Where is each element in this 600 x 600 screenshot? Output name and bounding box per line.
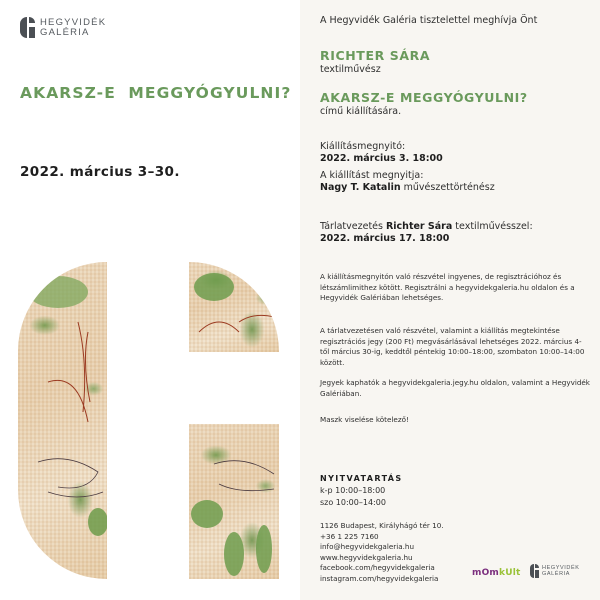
gallery-logo-small (530, 564, 580, 578)
momkult-part-2: kUlt (499, 568, 521, 578)
hours-weekdays: k-p 10:00–18:00 (320, 486, 386, 495)
tour-datetime: 2022. március 17. 18:00 (320, 233, 450, 244)
tour-label-pre: Tárlatvezetés (320, 221, 386, 232)
exhibition-title-right: AKARSZ-E MEGGYÓGYULNI? (320, 90, 528, 105)
website-link[interactable]: www.hegyvidekgaleria.hu (320, 552, 413, 562)
hours-saturday: szo 10:00–14:00 (320, 498, 386, 507)
artist-role: textilművész (320, 64, 381, 75)
invitation-line: A Hegyvidék Galéria tisztelettel meghívja Önt (320, 15, 538, 26)
momkult-part-1: mOm (472, 568, 500, 578)
phone: +36 1 225 7160 (320, 531, 379, 541)
facebook-link[interactable]: facebook.com/hegyvidekgaleria (320, 563, 435, 572)
tour-label-post: textilművésszel: (452, 221, 533, 232)
exhibition-dates: 2022. március 3–30. (20, 164, 180, 180)
exhibition-subtitle: című kiállítására. (320, 106, 402, 117)
artwork-quarter-circle (189, 262, 279, 352)
mask-notice: Maszk viselése kötelező! (320, 415, 409, 424)
artwork-rectangle (189, 424, 279, 579)
logo-text (40, 18, 106, 38)
email-link[interactable]: info@hegyvidekgaleria.hu (320, 542, 414, 551)
artist-name: RICHTER SÁRA (320, 48, 431, 63)
opening-hours-title: NYITVATARTÁS (320, 474, 403, 483)
contact-block (320, 521, 444, 584)
opening-datetime: 2022. március 3. 18:00 (320, 153, 443, 164)
logo-small-text (542, 565, 580, 578)
info-paragraph: A tárlatvezetésen való részvétel, valamint a kiállítás megtekintése regisztrációs jegy (200 Ft) megvásárlásával lehetséges 2022. március 4-től március 30-ig, keddtől péntekig 10:00–18:00, szombaton 10:00–14:00 között. (320, 326, 585, 367)
logo-small-line-1: HEGYVIDÉK (542, 564, 580, 571)
opener-name: Nagy T. Katalin (320, 182, 401, 193)
info-paragraph: A kiállításmegnyitón való részvétel ingyenes, de regisztrációhoz és létszámlimithez kötött. Regisztrálni a hegyvidekgaleria.hu oldalon és a Hegyvidék Galériában lehetséges. (320, 272, 575, 302)
opener-role: művészettörténész (400, 182, 495, 193)
exhibition-title: AKARSZ-E MEGGYÓGYULNI? (20, 84, 292, 102)
opener (320, 182, 495, 193)
info-paragraph: Jegyek kaphatók a hegyvidekgaleria.jegy.hu oldalon, valamint a Hegyvidék Galériában. (320, 378, 590, 398)
opening-label: Kiállításmegnyitó: (320, 141, 406, 152)
opener-label: A kiállítást megnyitja: (320, 170, 424, 181)
hegyvidek-galeria-logo-icon (530, 564, 539, 578)
hegyvidek-galeria-logo-icon (20, 17, 35, 38)
address: 1126 Budapest, Királyhágó tér 10. (320, 521, 444, 530)
tour-label (320, 221, 533, 232)
instagram-link[interactable]: instagram.com/hegyvidekgaleria (320, 573, 439, 583)
opening-hours (320, 485, 386, 509)
gallery-logo (20, 17, 106, 38)
logo-line-2: GALÉRIA (40, 26, 90, 38)
artwork-half-pill (18, 262, 107, 579)
logo-line-1: HEGYVIDÉK (40, 16, 107, 28)
momkult-logo (472, 568, 521, 578)
tour-artist: Richter Sára (385, 221, 453, 232)
logo-small-line-2: GALÉRIA (542, 571, 571, 577)
